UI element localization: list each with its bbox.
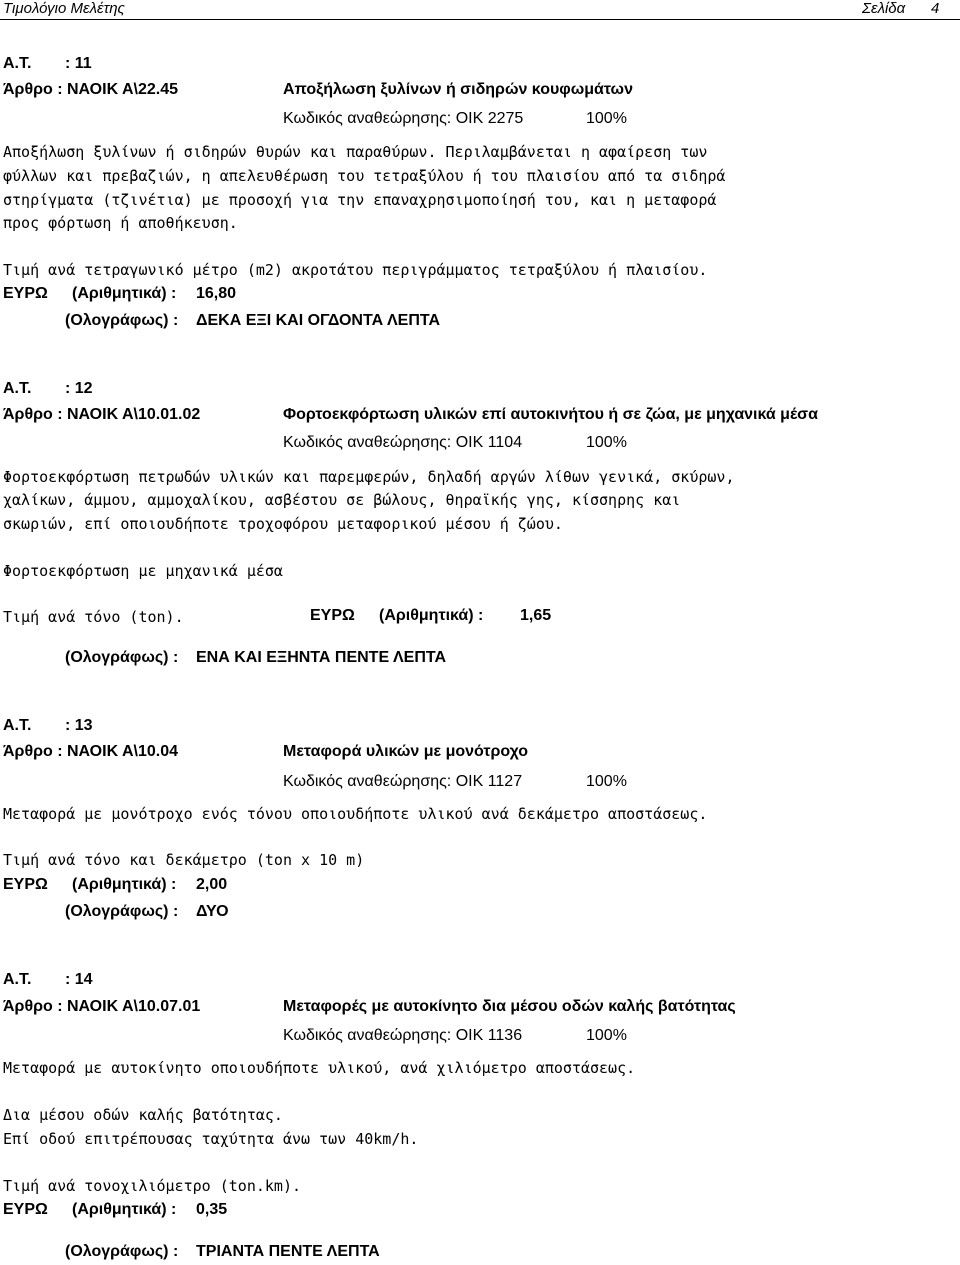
article-code: Άρθρο : ΝΑΟΙΚ Α\10.01.02 xyxy=(3,406,201,423)
at-number: : 12 xyxy=(65,380,93,397)
at-number: : 11 xyxy=(65,55,92,72)
description-line: Φορτοεκφόρτωση πετρωδών υλικών και παρεμφερών, δηλαδή αργών λίθων γενικά, σκύρων, xyxy=(3,468,735,486)
description-line: Μεταφορά με αυτοκίνητο οποιουδήποτε υλικού, ανά χιλιόμετρο αποστάσεως. xyxy=(3,1059,636,1077)
page-number: 4 xyxy=(931,0,940,17)
revision-percent: 100% xyxy=(586,1027,627,1044)
at-label: Α.Τ. xyxy=(3,971,32,988)
at-label: Α.Τ. xyxy=(3,717,32,734)
article-code: Άρθρο : ΝΑΟΙΚ Α\22.45 xyxy=(3,81,179,98)
description-line: Μεταφορά με μονότροχο ενός τόνου οποιουδήποτε υλικού ανά δεκάμετρο αποστάσεως. xyxy=(3,805,708,823)
price-numeric-label: (Αριθμητικά) : xyxy=(72,876,177,893)
price-numeric-label: (Αριθμητικά) : xyxy=(72,1201,177,1218)
sub-text: Φορτοεκφόρτωση με μηχανικά μέσα xyxy=(3,562,283,580)
price-currency: ΕΥΡΩ xyxy=(310,607,355,624)
revision-code: Κωδικός αναθεώρησης: ΟΙΚ 1127 xyxy=(283,773,523,790)
item-title: Μεταφορά υλικών με μονότροχο xyxy=(283,743,529,760)
revision-percent: 100% xyxy=(586,434,627,451)
unit-text: Τιμή ανά τονοχιλιόμετρο (ton.km). xyxy=(3,1177,302,1195)
price-numeric-value: 0,35 xyxy=(196,1201,228,1218)
description-line: χαλίκων, άμμου, αμμοχαλίκου, ασβέστου σε βώλους, θηραϊκής γης, κίσσηρης και xyxy=(3,491,681,509)
price-words-label: (Ολογράφως) : xyxy=(65,312,179,329)
at-label: Α.Τ. xyxy=(3,55,32,72)
item-title: Αποξήλωση ξυλίνων ή σιδηρών κουφωμάτων xyxy=(283,81,633,98)
article-code: Άρθρο : ΝΑΟΙΚ Α\10.04 xyxy=(3,743,179,760)
extra-line: Δια μέσου οδών καλής βατότητας. xyxy=(3,1106,283,1124)
price-numeric-label: (Αριθμητικά) : xyxy=(72,285,177,302)
description-line: προς φόρτωση ή αποθήκευση. xyxy=(3,214,238,232)
price-currency: ΕΥΡΩ xyxy=(3,1201,48,1218)
extra-line: Επί οδού επιτρέπουσας ταχύτητα άνω των 40km/h. xyxy=(3,1130,419,1148)
price-words-value: ΤΡΙΑΝΤΑ ΠΕΝΤΕ ΛΕΠΤΑ xyxy=(196,1243,380,1260)
revision-code: Κωδικός αναθεώρησης: ΟΙΚ 2275 xyxy=(283,110,524,127)
description-line: φύλλων και πρεβαζιών, η απελευθέρωση του τετραξύλου ή του πλαισίου από τα σιδηρά xyxy=(3,167,726,185)
price-words-value: ΔΥΟ xyxy=(196,903,229,920)
item-title: Μεταφορές με αυτοκίνητο δια μέσου οδών καλής βατότητας xyxy=(283,998,736,1015)
revision-code: Κωδικός αναθεώρησης: ΟΙΚ 1136 xyxy=(283,1027,523,1044)
price-numeric-label: (Αριθμητικά) : xyxy=(379,607,484,624)
at-number: : 14 xyxy=(65,971,93,988)
revision-percent: 100% xyxy=(586,773,627,790)
article-code: Άρθρο : ΝΑΟΙΚ Α\10.07.01 xyxy=(3,998,201,1015)
price-numeric-value: 16,80 xyxy=(196,285,237,302)
revision-code: Κωδικός αναθεώρησης: ΟΙΚ 1104 xyxy=(283,434,523,451)
unit-text: Τιμή ανά τόνο και δεκάμετρο (ton x 10 m) xyxy=(3,851,365,869)
description-line: Αποξήλωση ξυλίνων ή σιδηρών θυρών και παραθύρων. Περιλαμβάνεται η αφαίρεση των xyxy=(3,143,708,161)
price-words-label: (Ολογράφως) : xyxy=(65,903,179,920)
price-numeric-value: 2,00 xyxy=(196,876,228,893)
price-words-value: ΔΕΚΑ ΕΞΙ ΚΑΙ ΟΓΔΟΝΤΑ ΛΕΠΤΑ xyxy=(196,312,441,329)
price-words-value: ΕΝΑ ΚΑΙ ΕΞΗΝΤΑ ΠΕΝΤΕ ΛΕΠΤΑ xyxy=(196,649,447,666)
unit-text: Τιμή ανά τόνο (ton). xyxy=(3,608,184,626)
page-label: Σελίδα xyxy=(862,0,906,17)
unit-text: Τιμή ανά τετραγωνικό μέτρο (m2) ακροτάτου περιγράμματος τετραξύλου ή πλαισίου. xyxy=(3,261,708,279)
price-words-label: (Ολογράφως) : xyxy=(65,1243,179,1260)
price-currency: ΕΥΡΩ xyxy=(3,876,48,893)
description-line: στηρίγματα (τζινέτια) με προσοχή για την επαναχρησιμοποίησή του, και η μεταφορά xyxy=(3,191,717,209)
document-title: Τιμολόγιο Μελέτης xyxy=(3,0,125,17)
revision-percent: 100% xyxy=(586,110,627,127)
price-currency: ΕΥΡΩ xyxy=(3,285,48,302)
header-rule xyxy=(0,19,960,20)
item-title: Φορτοεκφόρτωση υλικών επί αυτοκινήτου ή σε ζώα, με μηχανικά μέσα xyxy=(283,406,818,423)
at-number: : 13 xyxy=(65,717,93,734)
price-words-label: (Ολογράφως) : xyxy=(65,649,179,666)
at-label: Α.Τ. xyxy=(3,380,32,397)
description-line: σκωριών, επί οποιουδήποτε τροχοφόρου μεταφορικού μέσου ή ζώου. xyxy=(3,515,563,533)
price-numeric-value: 1,65 xyxy=(520,607,552,624)
